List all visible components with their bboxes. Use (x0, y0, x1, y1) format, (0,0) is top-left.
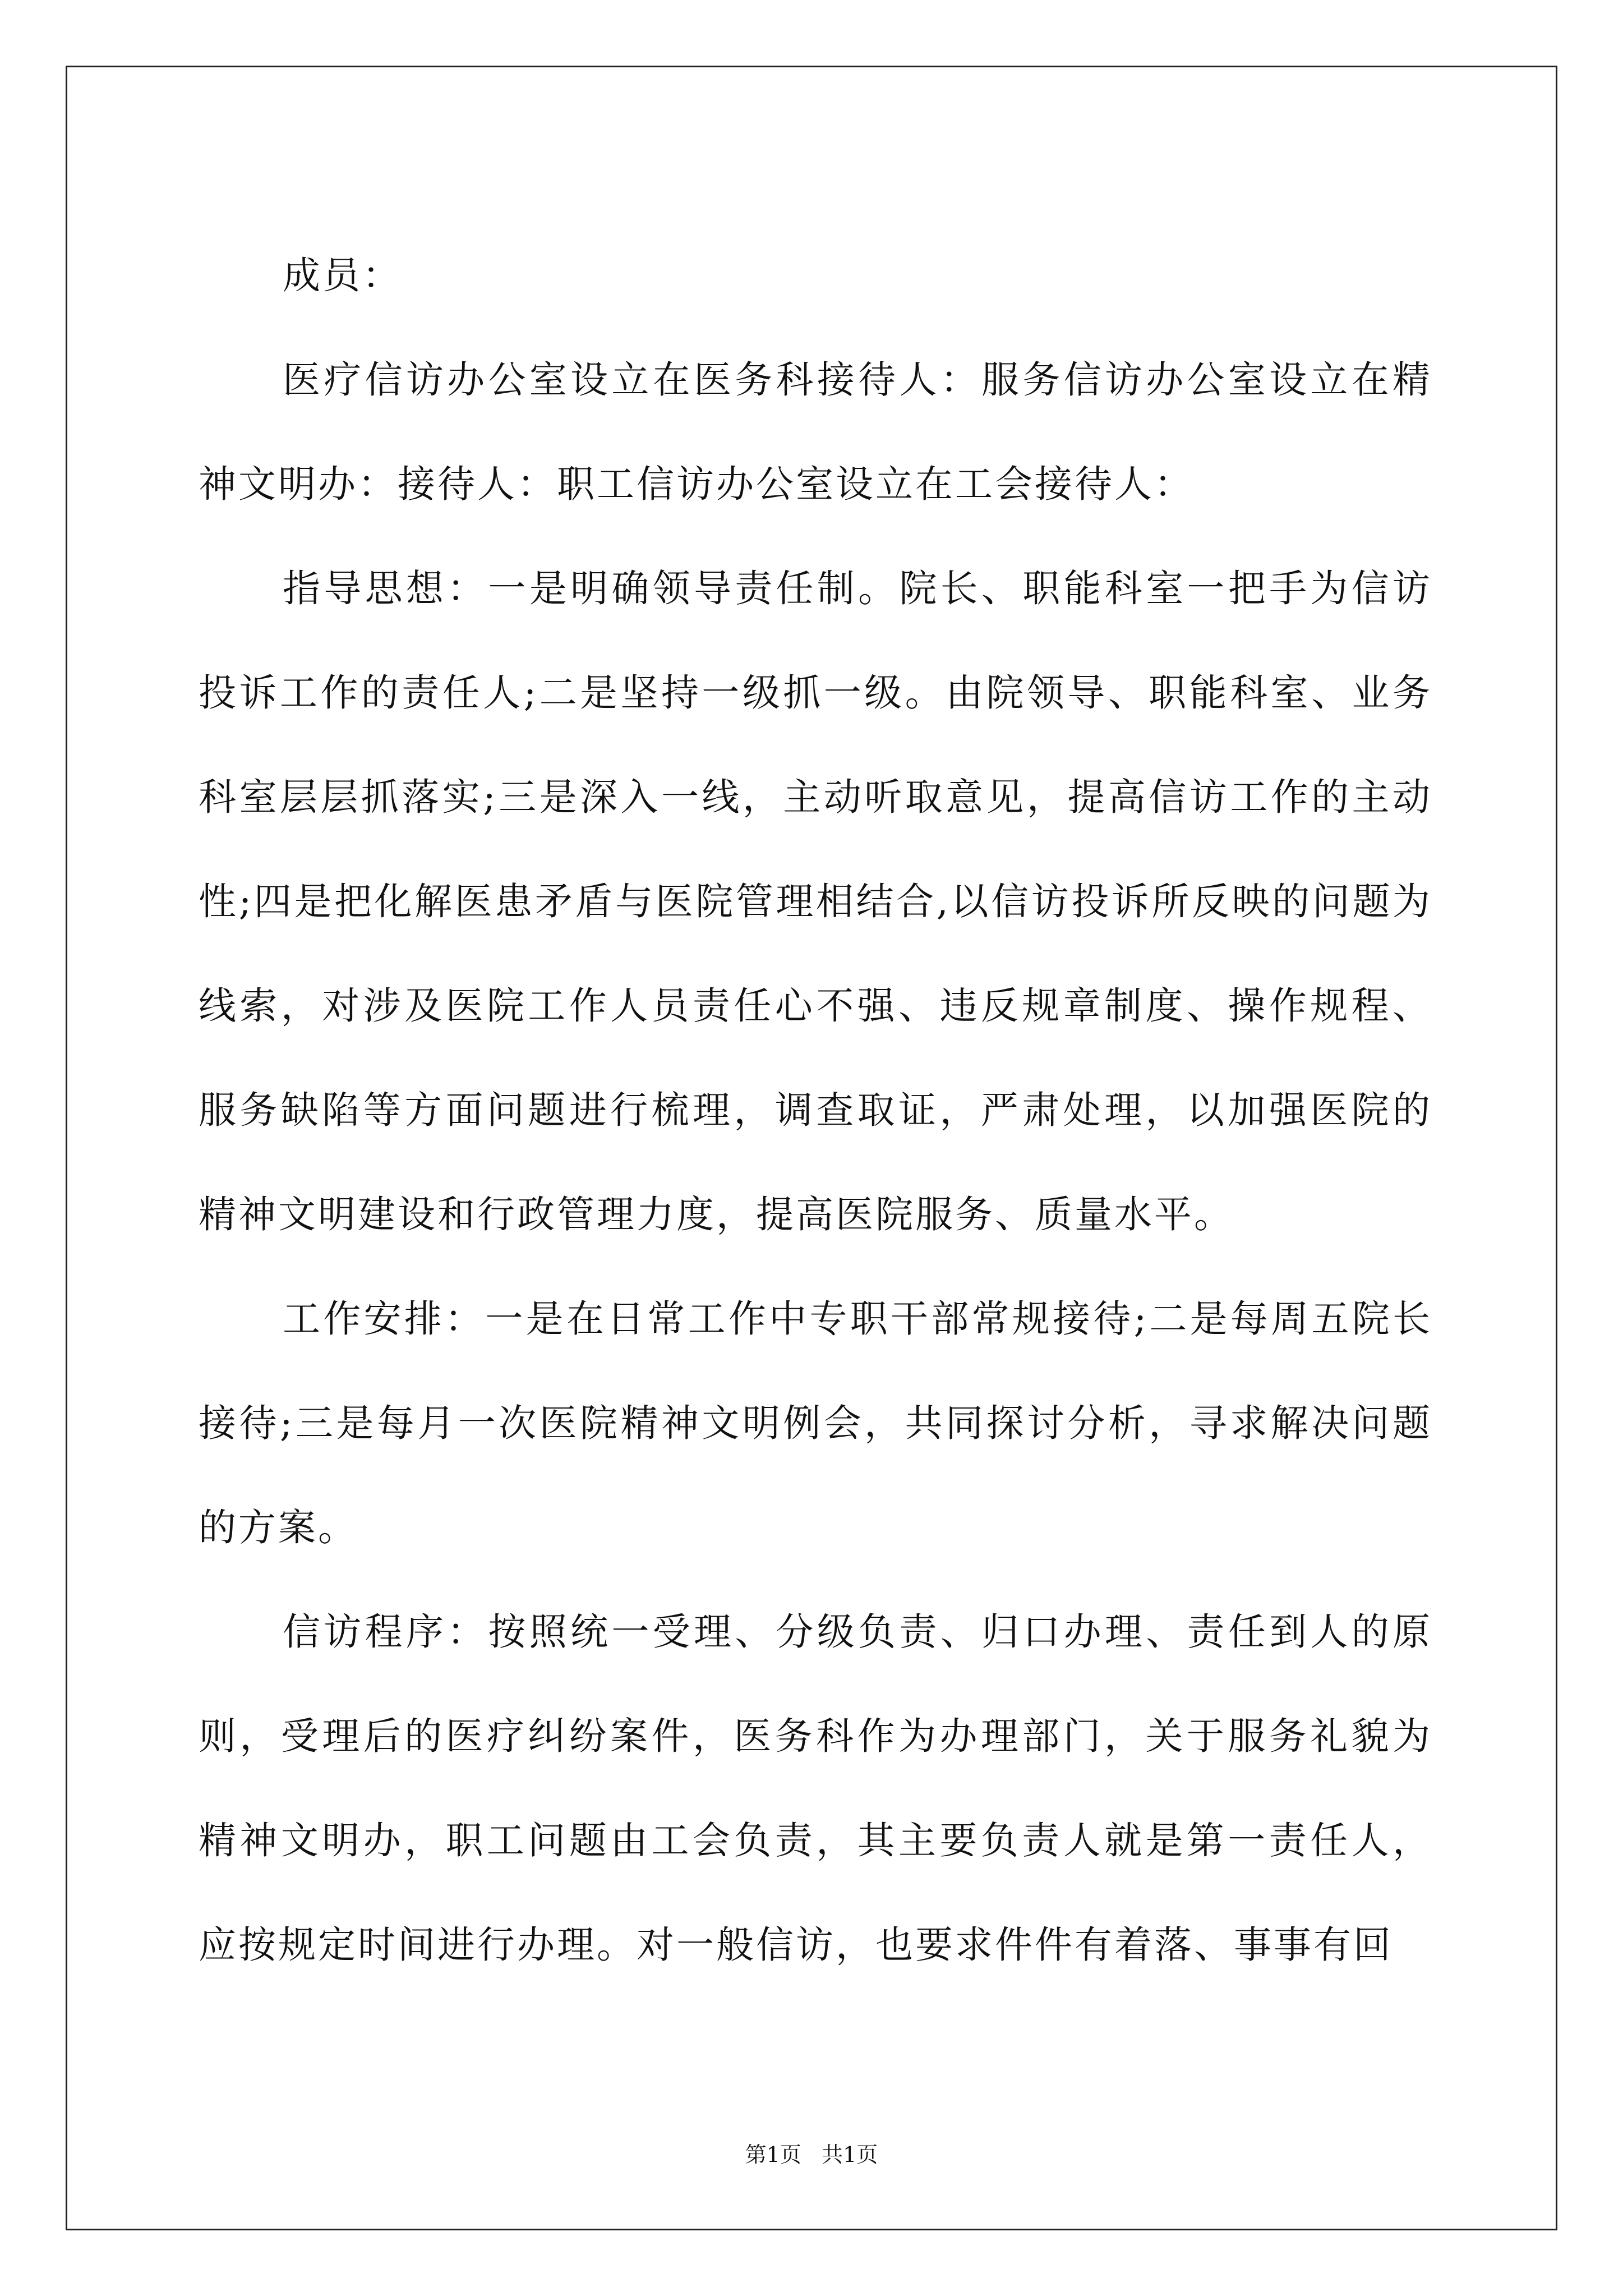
paragraph-work-arrangement: 工作安排：一是在日常工作中专职干部常规接待;二是每周五院长接待;三是每月一次医院精神文明例会，共同探讨分析，寻求解决问题的方案。 (199, 1297, 1432, 1549)
paragraph-offices: 医疗信访办公室设立在医务科接待人：服务信访办公室设立在精神文明办：接待人：职工信访办公室设立在工会接待人： (199, 358, 1432, 506)
paragraph-guiding-ideology: 指导思想：一是明确领导责任制。院长、职能科室一把手为信访投诉工作的责任人;二是坚持一级抓一级。由院领导、职能科室、业务科室层层抓落实;三是深入一线，主动听取意见，提高信访工作的主动性;四是把化解医患矛盾与医院管理相结合,以信访投诉所反映的问题为线索，对涉及医院工作人员责任心不强、违反规章制度、操作规程、服务缺陷等方面问题进行梳理，调查取证，严肃处理，以加强医院的精神文明建设和行政管理力度，提高医院服务、质量水平。 (199, 567, 1432, 1236)
document-body (199, 223, 1432, 1997)
paragraph-petition-procedure: 信访程序：按照统一受理、分级负责、归口办理、责任到人的原则，受理后的医疗纠纷案件，医务科作为办理部门，关于服务礼貌为精神文明办，职工问题由工会负责，其主要负责人就是第一责任人，应按规定时间进行办理。对一般信访，也要求件件有着落、事事有回 (199, 1610, 1432, 1967)
page-footer: 第1页 共1页 (745, 2142, 878, 2167)
paragraph-members: 成员： (283, 254, 402, 297)
